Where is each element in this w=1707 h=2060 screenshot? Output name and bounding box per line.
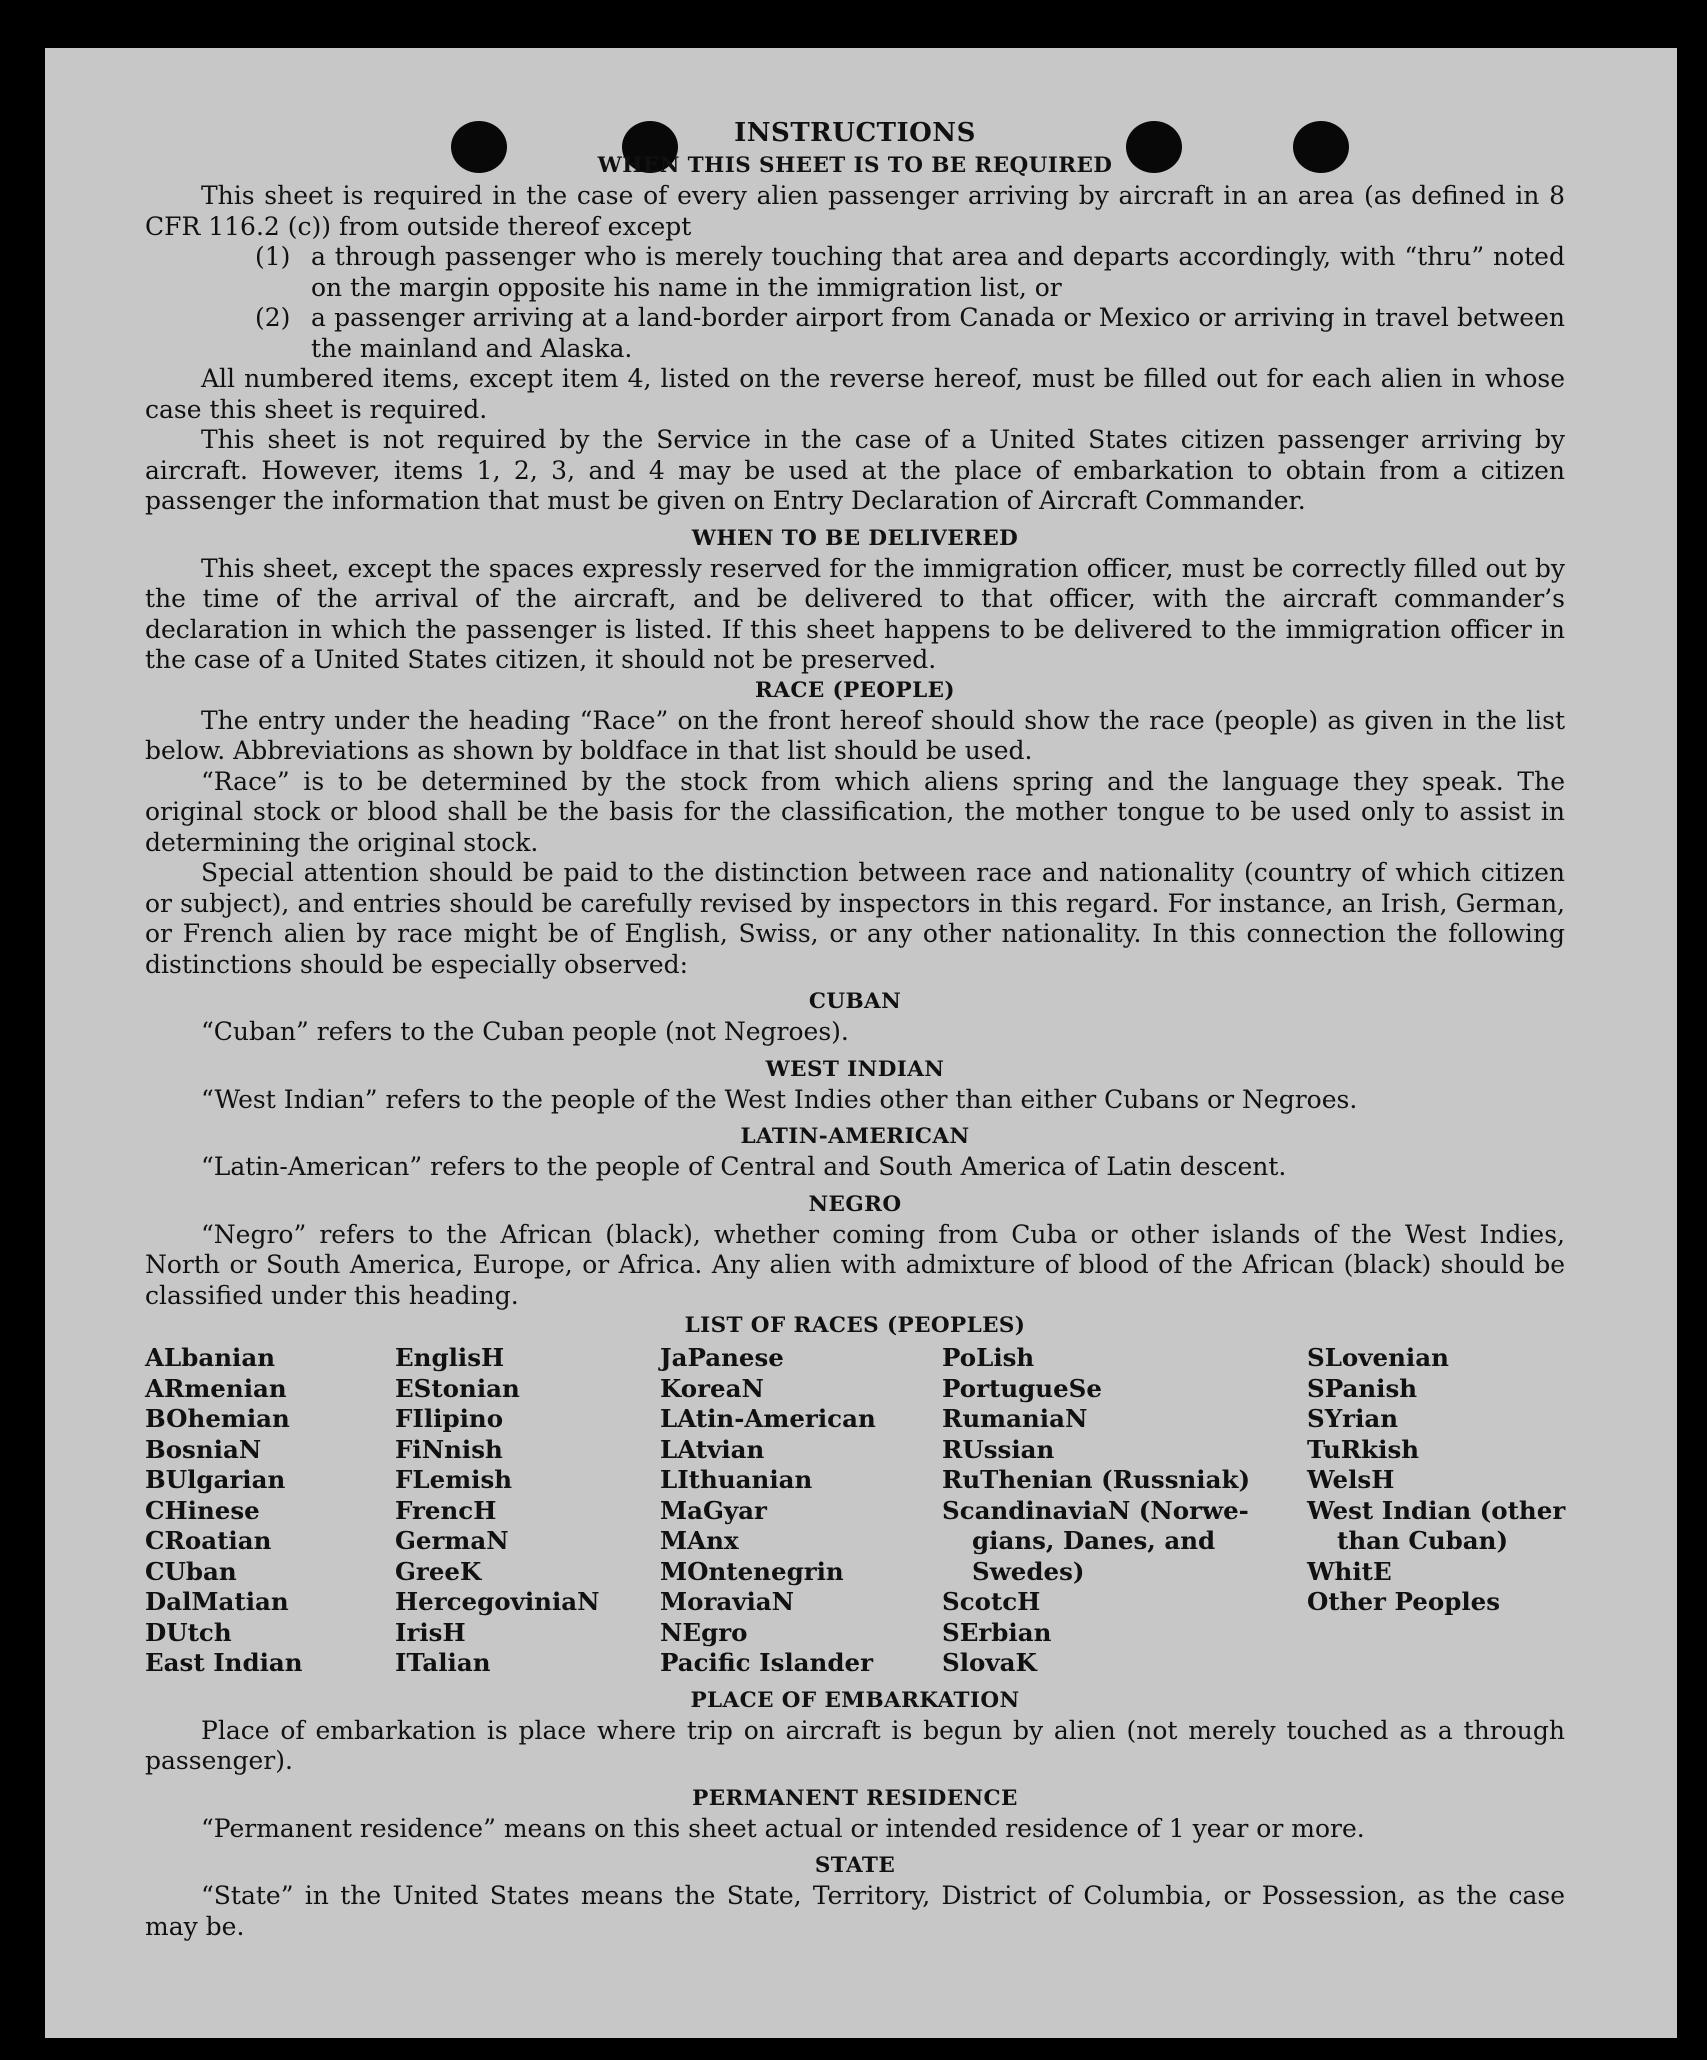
- race-entry: FiNnish: [395, 1434, 503, 1464]
- race-entry: PortugueSe: [942, 1373, 1102, 1403]
- race-para2: “Race” is to be determined by the stock from which aliens spring and the language they speak. The original stock or blood shall be the basis for the classification, the mother tongue to be used only to assist in determining the original stock.: [145, 766, 1565, 857]
- race-entry: Other Peoples: [1307, 1587, 1501, 1616]
- race-entry: ARmenian: [145, 1373, 287, 1403]
- race-entry: RumaniaN: [942, 1404, 1088, 1433]
- race-entry: ScotcH: [942, 1587, 1041, 1616]
- required-intro: This sheet is required in the case of every alien passenger arriving by aircraft in an area (as defined in 8 CFR 116.2 (c)) from outside thereof except: [145, 181, 1565, 241]
- exception-item: (2) a passenger arriving at a land-border airport from Canada or Mexico or arriving in travel between the mainland and Alaska.: [255, 303, 1565, 363]
- race-entry: EnglisH: [395, 1343, 505, 1372]
- race-para1: The entry under the heading “Race” on the front hereof should show the race (people) as given in the list below. Abbreviations as shown by boldface in that list should be used.: [145, 705, 1565, 765]
- race-entry: EStonian: [395, 1373, 520, 1403]
- race-entry: Pacific Islander: [660, 1648, 873, 1677]
- race-entry: DUtch: [145, 1617, 232, 1647]
- delivered-text: This sheet, except the spaces expressly reserved for the immigration officer, must be correctly filled out by the time of the arrival of the aircraft, and be delivered to that officer, with the aircraft commander’s declaration in which the passenger is listed. If this sheet happens to be delivered to the immigration officer in the case of a United States citizen, it should not be preserved.: [145, 553, 1565, 674]
- section-heading-list-of-races: LIST OF RACES (PEOPLES): [684, 1313, 1026, 1338]
- negro-text: “Negro” refers to the African (black), whether coming from Cuba or other islands of the West Indies, North or South America, Europe, or Africa. Any alien with admixture of blood of the African (black) should be classified under this heading.: [145, 1219, 1565, 1310]
- race-entry: TuRkish: [1307, 1434, 1420, 1464]
- west-indian-text: “West Indian” refers to the people of the West Indies other than either Cubans or Negroes.: [201, 1084, 1358, 1114]
- race-entry: SlovaK: [942, 1648, 1037, 1677]
- race-entry: IrisH: [395, 1617, 466, 1647]
- section-heading-race: RACE (PEOPLE): [754, 677, 956, 703]
- race-entry: CUban: [145, 1556, 237, 1586]
- races-column: [1307, 1343, 1565, 1679]
- section-heading-residence: PERMANENT RESIDENCE: [692, 1785, 1018, 1811]
- races-column: [395, 1343, 660, 1679]
- section-heading-required: WHEN THIS SHEET IS TO BE REQUIRED: [597, 153, 1113, 178]
- race-entry: West Indian (other: [1307, 1495, 1566, 1525]
- race-entry: WhitE: [1307, 1556, 1392, 1586]
- instructions-content: [145, 115, 1565, 1942]
- race-entry: FrencH: [395, 1495, 497, 1525]
- race-entry: ITalian: [395, 1648, 491, 1677]
- section-heading-delivered: WHEN TO BE DELIVERED: [691, 525, 1019, 551]
- race-entry: RUssian: [942, 1434, 1055, 1464]
- embarkation-text: Place of embarkation is place where trip on aircraft is begun by alien (not merely touched as a through passenger).: [145, 1715, 1565, 1775]
- race-entry: LAtin-American: [660, 1404, 876, 1433]
- race-entry: GermaN: [395, 1526, 509, 1555]
- race-para3: Special attention should be paid to the distinction between race and nationality (country of which citizen or subject), and entries should be carefully revised by inspectors in this regard. For instance, an Irish, German, or French alien by race might be of English, Swiss, or any other nationality. In this connection the following distinctions should be especially observed:: [145, 858, 1565, 979]
- race-entry: MOntenegrin: [660, 1556, 844, 1586]
- races-list: [145, 1343, 1565, 1679]
- race-entry: GreeK: [395, 1556, 482, 1586]
- race-entry: JaPanese: [660, 1343, 784, 1372]
- section-heading-west-indian: WEST INDIAN: [765, 1056, 945, 1082]
- race-entry: gians, Danes, and: [972, 1526, 1216, 1555]
- residence-text: “Permanent residence” means on this sheet actual or intended residence of 1 year or more.: [201, 1813, 1365, 1843]
- race-entry: MoraviaN: [660, 1587, 795, 1616]
- races-column: [660, 1343, 942, 1679]
- race-entry: BUlgarian: [145, 1465, 286, 1494]
- section-heading-latin-american: LATIN-AMERICAN: [740, 1124, 970, 1149]
- race-entry: CHinese: [145, 1495, 260, 1525]
- race-entry: BosniaN: [145, 1434, 262, 1464]
- required-para3: This sheet is not required by the Service in the case of a United States citizen passenger arriving by aircraft. However, items 1, 2, 3, and 4 may be used at the place of embarkation to obtain from a citizen passenger the information that must be given on Entry Declaration of Aircraft Commander.: [145, 425, 1565, 515]
- race-entry: SPanish: [1307, 1373, 1418, 1403]
- race-entry: FIlipino: [395, 1404, 504, 1433]
- race-entry: PoLish: [942, 1343, 1035, 1372]
- race-entry: DalMatian: [145, 1587, 289, 1616]
- section-heading-cuban: CUBAN: [808, 989, 902, 1014]
- cuban-text: “Cuban” refers to the Cuban people (not Negroes).: [201, 1017, 849, 1046]
- race-entry: ALbanian: [145, 1343, 276, 1372]
- races-column: [942, 1343, 1307, 1679]
- race-entry: LIthuanian: [660, 1465, 813, 1494]
- race-entry: MAnx: [660, 1526, 739, 1555]
- race-entry: than Cuban): [1337, 1526, 1509, 1555]
- state-text: “State” in the United States means the State, Territory, District of Columbia, or Possession, as the case may be.: [145, 1881, 1565, 1941]
- required-para2: All numbered items, except item 4, listed on the reverse hereof, must be filled out for each alien in whose case this sheet is required.: [145, 364, 1565, 424]
- race-entry: LAtvian: [660, 1434, 765, 1464]
- page-title: INSTRUCTIONS: [734, 118, 976, 148]
- race-entry: KoreaN: [660, 1373, 764, 1403]
- section-heading-state: STATE: [814, 1853, 896, 1878]
- section-heading-negro: NEGRO: [808, 1191, 902, 1217]
- race-entry: MaGyar: [660, 1495, 767, 1525]
- race-entry: SLovenian: [1307, 1343, 1449, 1372]
- race-entry: SYrian: [1307, 1404, 1399, 1433]
- races-column: [145, 1343, 395, 1679]
- race-entry: WelsH: [1307, 1465, 1395, 1494]
- race-entry: NEgro: [660, 1617, 748, 1647]
- race-entry: FLemish: [395, 1465, 513, 1494]
- race-entry: RuThenian (Russniak): [942, 1465, 1251, 1494]
- race-entry: Swedes): [972, 1556, 1085, 1586]
- section-heading-embarkation: PLACE OF EMBARKATION: [690, 1687, 1020, 1713]
- race-entry: SErbian: [942, 1617, 1052, 1647]
- exception-item: (1) a through passenger who is merely touching that area and departs accordingly, with “thru” noted on the margin opposite his name in the immigration list, or: [255, 242, 1565, 302]
- race-entry: East Indian: [145, 1648, 303, 1677]
- race-entry: CRoatian: [145, 1526, 272, 1555]
- race-entry: ScandinaviaN (Norwe-: [942, 1495, 1249, 1525]
- latin-american-text: “Latin-American” refers to the people of Central and South America of Latin descent.: [201, 1152, 1287, 1181]
- race-entry: HercegoviniaN: [395, 1587, 600, 1616]
- race-entry: BOhemian: [145, 1404, 290, 1433]
